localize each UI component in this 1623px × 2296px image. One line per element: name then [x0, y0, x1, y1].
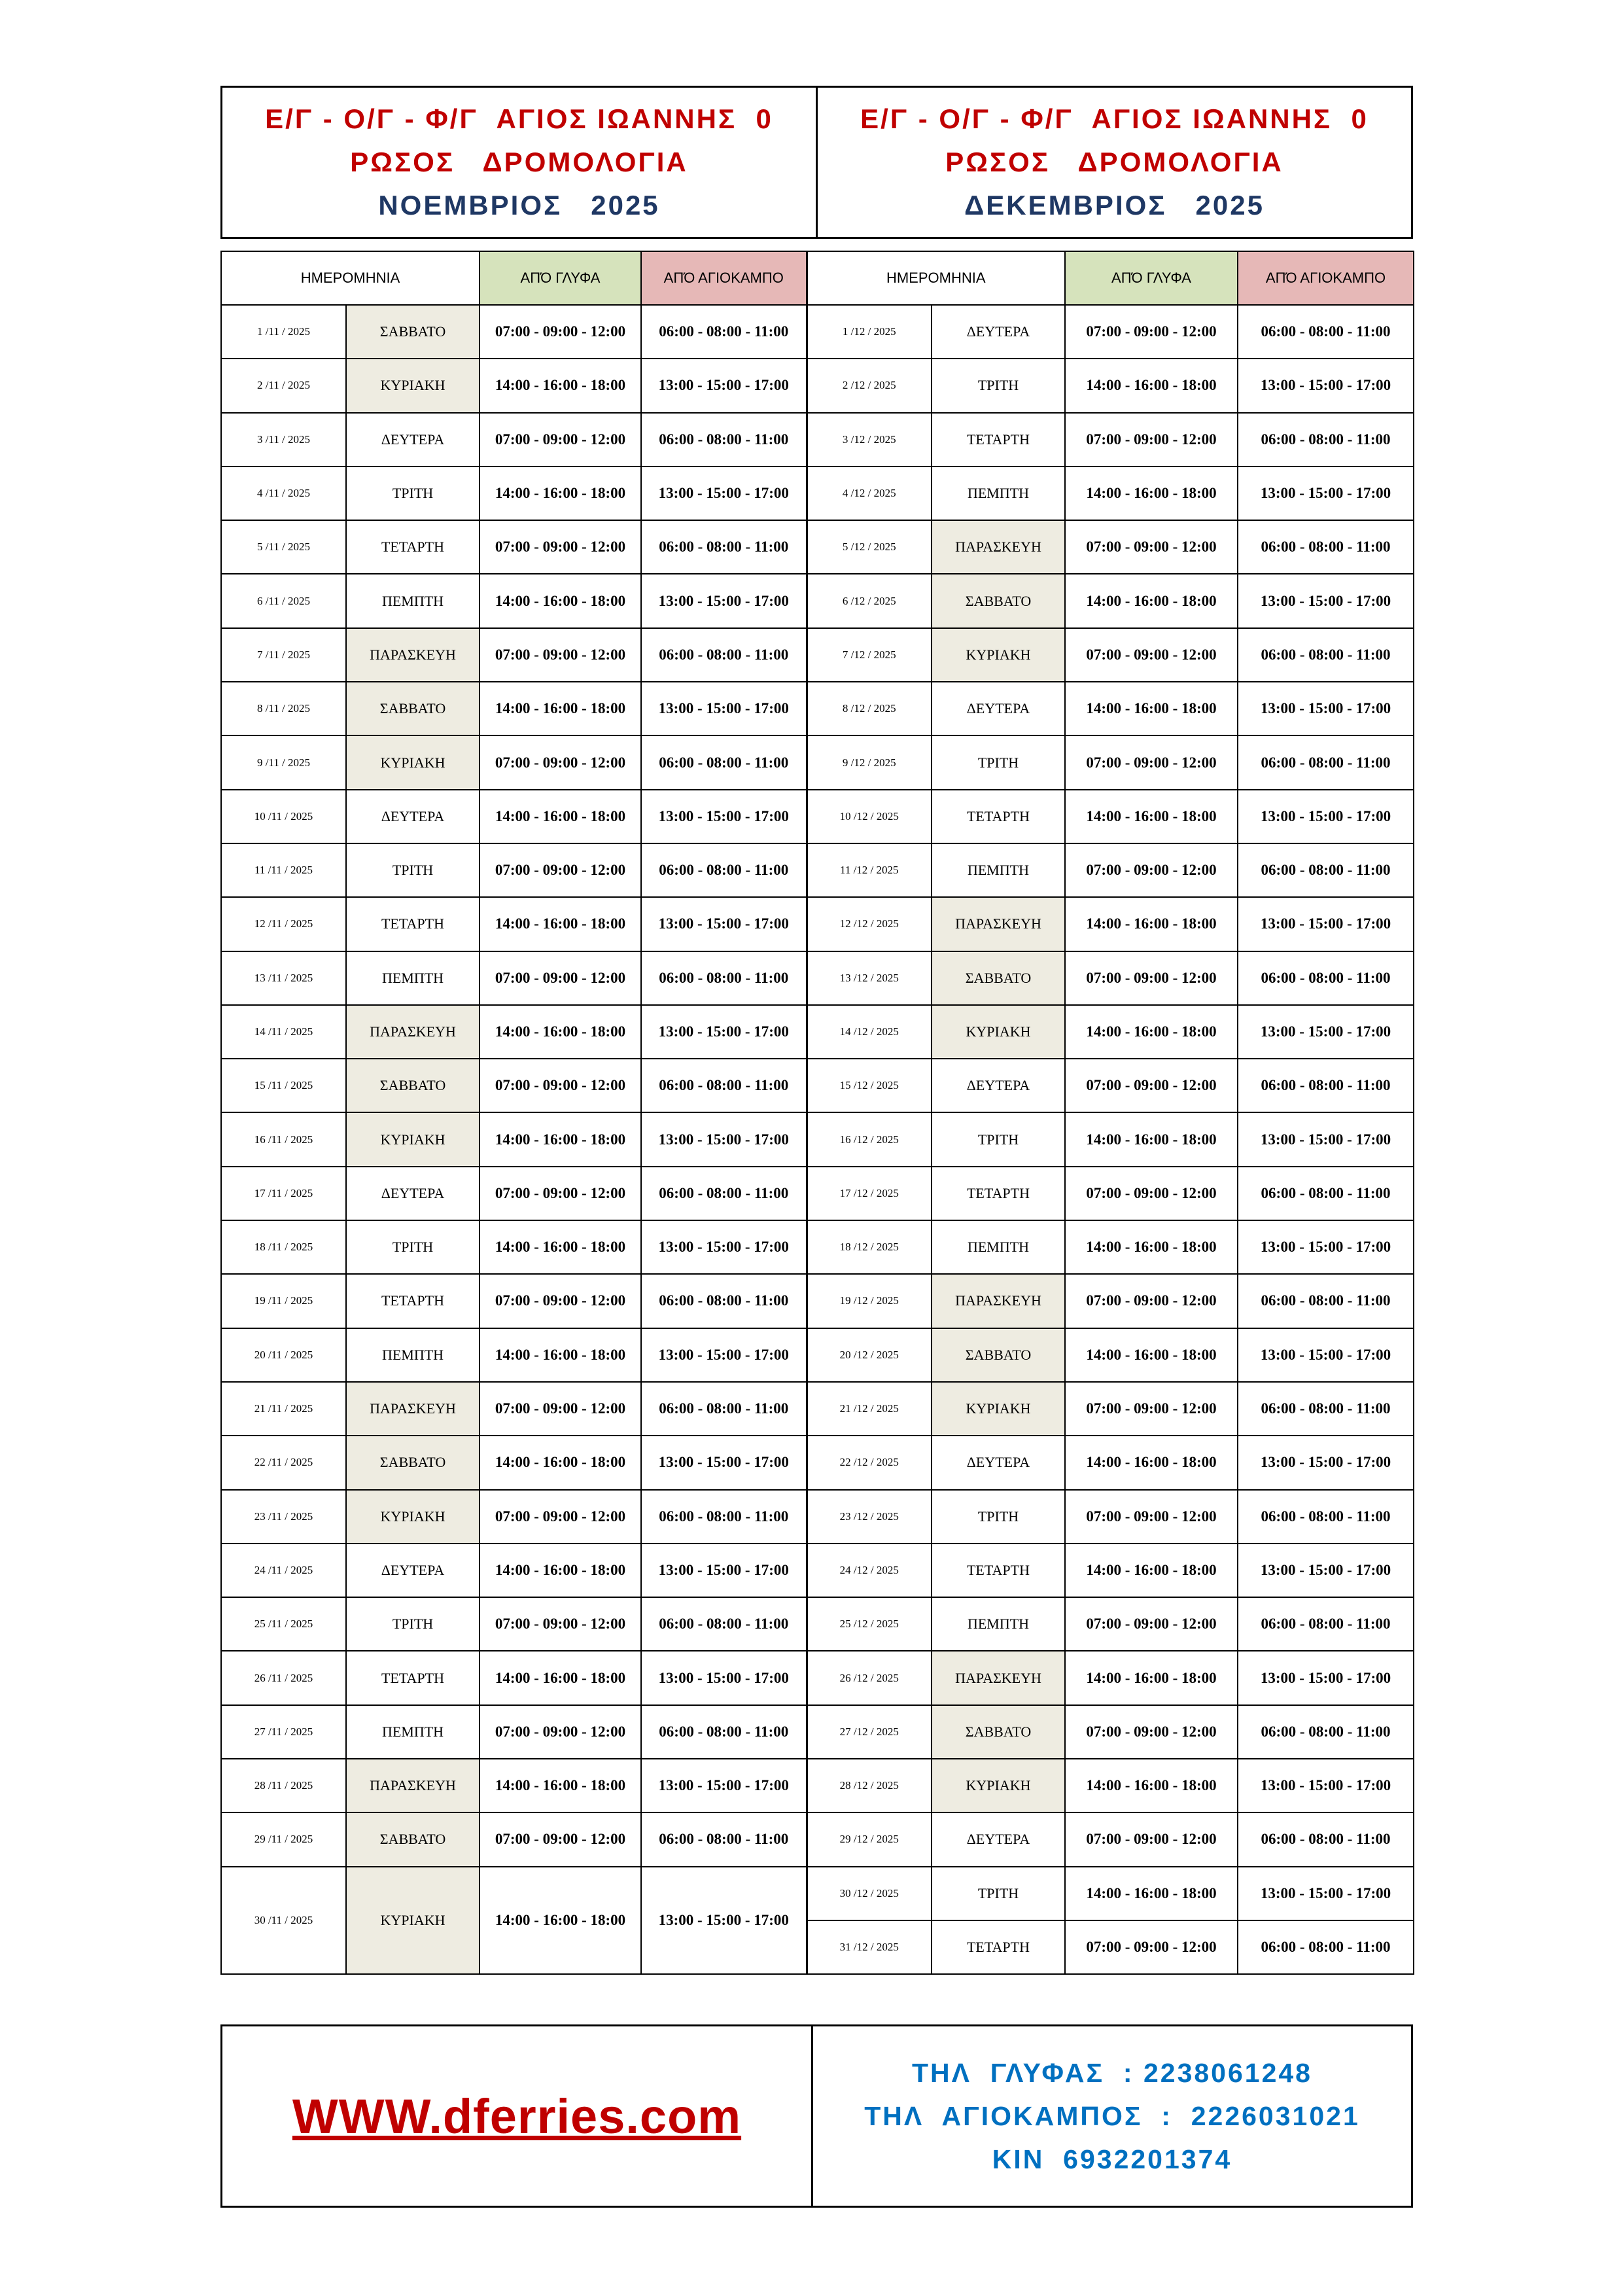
- date-cell: 12 /12 / 2025: [807, 897, 932, 951]
- day-cell: ΔΕΥΤΕΡΑ: [932, 1059, 1065, 1112]
- date-cell: 6 /11 / 2025: [221, 574, 346, 627]
- date-cell: 9 /12 / 2025: [807, 735, 932, 789]
- glyfa-times: 07:00 - 09:00 - 12:00: [480, 735, 641, 789]
- glyfa-times: 14:00 - 16:00 - 18:00: [1065, 467, 1238, 520]
- glyfa-times: 07:00 - 09:00 - 12:00: [1065, 735, 1238, 789]
- agiokampos-times: 13:00 - 15:00 - 17:00: [1238, 1867, 1414, 1920]
- date-cell: 8 /12 / 2025: [807, 682, 932, 735]
- date-cell: 13 /11 / 2025: [221, 951, 346, 1005]
- day-cell: ΤΡΙΤΗ: [932, 359, 1065, 412]
- day-cell: ΚΥΡΙΑΚΗ: [346, 735, 480, 789]
- glyfa-times: 14:00 - 16:00 - 18:00: [1065, 359, 1238, 412]
- glyfa-times: 14:00 - 16:00 - 18:00: [480, 1759, 641, 1812]
- website-link[interactable]: WWW.dferries.com: [292, 2089, 742, 2144]
- day-cell: ΚΥΡΙΑΚΗ: [346, 1867, 480, 1975]
- agiokampos-times: 06:00 - 08:00 - 11:00: [1238, 305, 1414, 359]
- agiokampos-times: 06:00 - 08:00 - 11:00: [641, 1167, 807, 1220]
- date-cell: 18 /12 / 2025: [807, 1220, 932, 1274]
- date-cell: 29 /12 / 2025: [807, 1812, 932, 1866]
- day-cell: ΣΑΒΒΑΤΟ: [346, 1059, 480, 1112]
- date-cell: 27 /11 / 2025: [221, 1705, 346, 1759]
- date-cell: 2 /11 / 2025: [221, 359, 346, 412]
- day-cell: ΤΕΤΑΡΤΗ: [932, 790, 1065, 843]
- date-cell: 29 /11 / 2025: [221, 1812, 346, 1866]
- day-cell: ΤΡΙΤΗ: [932, 1112, 1065, 1166]
- day-cell: ΚΥΡΙΑΚΗ: [346, 1112, 480, 1166]
- header-from-agiokampos: ΑΠΌ ΑΓΙΟΚΑΜΠΟ: [1238, 251, 1414, 305]
- agiokampos-times: 06:00 - 08:00 - 11:00: [1238, 1490, 1414, 1544]
- glyfa-times: 07:00 - 09:00 - 12:00: [480, 305, 641, 359]
- date-cell: 20 /11 / 2025: [221, 1328, 346, 1382]
- date-cell: 28 /11 / 2025: [221, 1759, 346, 1812]
- agiokampos-times: 06:00 - 08:00 - 11:00: [1238, 413, 1414, 467]
- day-cell: ΤΡΙΤΗ: [932, 1490, 1065, 1544]
- agiokampos-times: 06:00 - 08:00 - 11:00: [641, 1597, 807, 1651]
- date-cell: 22 /11 / 2025: [221, 1436, 346, 1489]
- date-cell: 9 /11 / 2025: [221, 735, 346, 789]
- table-row: [221, 1867, 1414, 1920]
- glyfa-times: 14:00 - 16:00 - 18:00: [1065, 790, 1238, 843]
- table-row: [221, 790, 1414, 843]
- table-row: [221, 951, 1414, 1005]
- day-cell: ΤΡΙΤΗ: [346, 843, 480, 897]
- date-cell: 15 /12 / 2025: [807, 1059, 932, 1112]
- header-date: ΗΜΕΡΟΜΗΝΙΑ: [807, 251, 1065, 305]
- glyfa-times: 07:00 - 09:00 - 12:00: [480, 951, 641, 1005]
- date-cell: 15 /11 / 2025: [221, 1059, 346, 1112]
- table-row: [221, 520, 1414, 574]
- glyfa-times: 07:00 - 09:00 - 12:00: [1065, 520, 1238, 574]
- glyfa-times: 07:00 - 09:00 - 12:00: [1065, 1274, 1238, 1328]
- glyfa-times: 14:00 - 16:00 - 18:00: [1065, 1651, 1238, 1704]
- date-cell: 21 /11 / 2025: [221, 1382, 346, 1436]
- glyfa-times: 14:00 - 16:00 - 18:00: [480, 1867, 641, 1975]
- agiokampos-times: 06:00 - 08:00 - 11:00: [1238, 843, 1414, 897]
- date-cell: 6 /12 / 2025: [807, 574, 932, 627]
- day-cell: ΤΕΤΑΡΤΗ: [932, 413, 1065, 467]
- day-cell: ΔΕΥΤΕΡΑ: [346, 1167, 480, 1220]
- day-cell: ΤΕΤΑΡΤΗ: [932, 1920, 1065, 1974]
- month-title: ΔΕΚΕΜΒΡΙΟΣ 2025: [964, 190, 1265, 221]
- agiokampos-times: 06:00 - 08:00 - 11:00: [1238, 1274, 1414, 1328]
- table-row: [221, 1490, 1414, 1544]
- date-cell: 3 /11 / 2025: [221, 413, 346, 467]
- agiokampos-times: 06:00 - 08:00 - 11:00: [641, 1382, 807, 1436]
- agiokampos-times: 13:00 - 15:00 - 17:00: [1238, 1651, 1414, 1704]
- date-cell: 28 /12 / 2025: [807, 1759, 932, 1812]
- glyfa-times: 14:00 - 16:00 - 18:00: [1065, 1328, 1238, 1382]
- agiokampos-times: 13:00 - 15:00 - 17:00: [641, 1436, 807, 1489]
- day-cell: ΤΕΤΑΡΤΗ: [346, 1274, 480, 1328]
- glyfa-times: 14:00 - 16:00 - 18:00: [480, 574, 641, 627]
- date-cell: 4 /12 / 2025: [807, 467, 932, 520]
- table-row: [221, 305, 1414, 359]
- glyfa-times: 07:00 - 09:00 - 12:00: [480, 1812, 641, 1866]
- day-cell: ΤΡΙΤΗ: [932, 735, 1065, 789]
- agiokampos-times: 13:00 - 15:00 - 17:00: [1238, 897, 1414, 951]
- day-cell: ΤΡΙΤΗ: [932, 1867, 1065, 1920]
- day-cell: ΠΕΜΠΤΗ: [932, 843, 1065, 897]
- glyfa-times: 07:00 - 09:00 - 12:00: [1065, 1920, 1238, 1974]
- day-cell: ΔΕΥΤΕΡΑ: [932, 682, 1065, 735]
- agiokampos-times: 06:00 - 08:00 - 11:00: [641, 1059, 807, 1112]
- day-cell: ΣΑΒΒΑΤΟ: [932, 574, 1065, 627]
- day-cell: ΔΕΥΤΕΡΑ: [346, 790, 480, 843]
- day-cell: ΚΥΡΙΑΚΗ: [346, 359, 480, 412]
- schedule-title: ΡΩΣΟΣ ΔΡΟΜΟΛΟΓΙΑ: [945, 147, 1283, 177]
- date-cell: 1 /12 / 2025: [807, 305, 932, 359]
- agiokampos-times: 13:00 - 15:00 - 17:00: [641, 1220, 807, 1274]
- table-row: [221, 1436, 1414, 1489]
- date-cell: 5 /12 / 2025: [807, 520, 932, 574]
- agiokampos-times: 13:00 - 15:00 - 17:00: [641, 897, 807, 951]
- day-cell: ΠΑΡΑΣΚΕΥΗ: [346, 1759, 480, 1812]
- day-cell: ΣΑΒΒΑΤΟ: [346, 1812, 480, 1866]
- date-cell: 21 /12 / 2025: [807, 1382, 932, 1436]
- agiokampos-times: 06:00 - 08:00 - 11:00: [1238, 1812, 1414, 1866]
- agiokampos-times: 06:00 - 08:00 - 11:00: [641, 628, 807, 682]
- date-cell: 4 /11 / 2025: [221, 467, 346, 520]
- glyfa-times: 14:00 - 16:00 - 18:00: [1065, 1544, 1238, 1597]
- header-box: [220, 86, 1413, 239]
- agiokampos-times: 13:00 - 15:00 - 17:00: [1238, 1112, 1414, 1166]
- agiokampos-times: 13:00 - 15:00 - 17:00: [1238, 467, 1414, 520]
- date-cell: 3 /12 / 2025: [807, 413, 932, 467]
- header-november: [222, 88, 816, 237]
- date-cell: 23 /12 / 2025: [807, 1490, 932, 1544]
- date-cell: 14 /11 / 2025: [221, 1005, 346, 1059]
- glyfa-times: 14:00 - 16:00 - 18:00: [1065, 1867, 1238, 1920]
- glyfa-times: 07:00 - 09:00 - 12:00: [1065, 1167, 1238, 1220]
- glyfa-times: 07:00 - 09:00 - 12:00: [1065, 1705, 1238, 1759]
- glyfa-times: 14:00 - 16:00 - 18:00: [480, 1651, 641, 1704]
- agiokampos-times: 13:00 - 15:00 - 17:00: [1238, 1220, 1414, 1274]
- agiokampos-times: 06:00 - 08:00 - 11:00: [641, 843, 807, 897]
- date-cell: 2 /12 / 2025: [807, 359, 932, 412]
- date-cell: 24 /11 / 2025: [221, 1544, 346, 1597]
- day-cell: ΤΕΤΑΡΤΗ: [932, 1167, 1065, 1220]
- glyfa-times: 07:00 - 09:00 - 12:00: [1065, 843, 1238, 897]
- phone-glyfa: ΤΗΛ ΓΛΥΦΑΣ : 2238061248: [912, 2058, 1312, 2088]
- glyfa-times: 14:00 - 16:00 - 18:00: [480, 682, 641, 735]
- table-row: [221, 1705, 1414, 1759]
- table-header-row: [221, 251, 1414, 305]
- agiokampos-times: 06:00 - 08:00 - 11:00: [1238, 1920, 1414, 1974]
- glyfa-times: 07:00 - 09:00 - 12:00: [1065, 1059, 1238, 1112]
- footer-website-cell: [222, 2026, 813, 2206]
- agiokampos-times: 13:00 - 15:00 - 17:00: [1238, 1544, 1414, 1597]
- date-cell: 22 /12 / 2025: [807, 1436, 932, 1489]
- agiokampos-times: 06:00 - 08:00 - 11:00: [1238, 1059, 1414, 1112]
- day-cell: ΠΕΜΠΤΗ: [932, 467, 1065, 520]
- header-from-glyfa: ΑΠΌ ΓΛΥΦΑ: [480, 251, 641, 305]
- day-cell: ΔΕΥΤΕΡΑ: [932, 1812, 1065, 1866]
- date-cell: 17 /11 / 2025: [221, 1167, 346, 1220]
- glyfa-times: 14:00 - 16:00 - 18:00: [480, 467, 641, 520]
- agiokampos-times: 06:00 - 08:00 - 11:00: [641, 1274, 807, 1328]
- vessel-title: Ε/Γ - Ο/Γ - Φ/Γ ΑΓΙΟΣ ΙΩΑΝΝΗΣ 0: [265, 103, 773, 134]
- date-cell: 25 /11 / 2025: [221, 1597, 346, 1651]
- header-from-glyfa: ΑΠΌ ΓΛΥΦΑ: [1065, 251, 1238, 305]
- agiokampos-times: 13:00 - 15:00 - 17:00: [641, 359, 807, 412]
- agiokampos-times: 13:00 - 15:00 - 17:00: [641, 682, 807, 735]
- glyfa-times: 07:00 - 09:00 - 12:00: [1065, 1812, 1238, 1866]
- glyfa-times: 14:00 - 16:00 - 18:00: [480, 1544, 641, 1597]
- date-cell: 31 /12 / 2025: [807, 1920, 932, 1974]
- table-row: [221, 413, 1414, 467]
- date-cell: 11 /11 / 2025: [221, 843, 346, 897]
- table-row: [221, 1328, 1414, 1382]
- date-cell: 5 /11 / 2025: [221, 520, 346, 574]
- table-row: [221, 1597, 1414, 1651]
- date-cell: 24 /12 / 2025: [807, 1544, 932, 1597]
- date-cell: 11 /12 / 2025: [807, 843, 932, 897]
- table-row: [221, 1759, 1414, 1812]
- agiokampos-times: 13:00 - 15:00 - 17:00: [1238, 574, 1414, 627]
- footer-box: [220, 2024, 1413, 2208]
- date-cell: 7 /11 / 2025: [221, 628, 346, 682]
- glyfa-times: 14:00 - 16:00 - 18:00: [480, 1220, 641, 1274]
- agiokampos-times: 06:00 - 08:00 - 11:00: [1238, 1705, 1414, 1759]
- glyfa-times: 07:00 - 09:00 - 12:00: [480, 413, 641, 467]
- agiokampos-times: 13:00 - 15:00 - 17:00: [1238, 1436, 1414, 1489]
- agiokampos-times: 06:00 - 08:00 - 11:00: [641, 1705, 807, 1759]
- date-cell: 18 /11 / 2025: [221, 1220, 346, 1274]
- date-cell: 17 /12 / 2025: [807, 1167, 932, 1220]
- agiokampos-times: 06:00 - 08:00 - 11:00: [641, 305, 807, 359]
- table-row: [221, 359, 1414, 412]
- date-cell: 7 /12 / 2025: [807, 628, 932, 682]
- table-row: [221, 574, 1414, 627]
- date-cell: 19 /12 / 2025: [807, 1274, 932, 1328]
- agiokampos-times: 06:00 - 08:00 - 11:00: [1238, 520, 1414, 574]
- agiokampos-times: 13:00 - 15:00 - 17:00: [641, 1112, 807, 1166]
- date-cell: 30 /11 / 2025: [221, 1867, 346, 1975]
- agiokampos-times: 13:00 - 15:00 - 17:00: [641, 790, 807, 843]
- glyfa-times: 07:00 - 09:00 - 12:00: [480, 1274, 641, 1328]
- schedule-title: ΡΩΣΟΣ ΔΡΟΜΟΛΟΓΙΑ: [350, 147, 688, 177]
- glyfa-times: 14:00 - 16:00 - 18:00: [480, 1436, 641, 1489]
- schedule-table: [220, 251, 1414, 1975]
- day-cell: ΚΥΡΙΑΚΗ: [932, 628, 1065, 682]
- day-cell: ΠΕΜΠΤΗ: [346, 1328, 480, 1382]
- day-cell: ΔΕΥΤΕΡΑ: [932, 305, 1065, 359]
- glyfa-times: 07:00 - 09:00 - 12:00: [480, 843, 641, 897]
- glyfa-times: 07:00 - 09:00 - 12:00: [1065, 1597, 1238, 1651]
- date-cell: 16 /11 / 2025: [221, 1112, 346, 1166]
- glyfa-times: 14:00 - 16:00 - 18:00: [1065, 1436, 1238, 1489]
- phone-agiokampos: ΤΗΛ ΑΓΙΟΚΑΜΠΟΣ : 2226031021: [864, 2101, 1360, 2131]
- glyfa-times: 07:00 - 09:00 - 12:00: [1065, 305, 1238, 359]
- glyfa-times: 14:00 - 16:00 - 18:00: [480, 897, 641, 951]
- day-cell: ΣΑΒΒΑΤΟ: [346, 682, 480, 735]
- day-cell: ΚΥΡΙΑΚΗ: [346, 1490, 480, 1544]
- table-row: [221, 1651, 1414, 1704]
- day-cell: ΚΥΡΙΑΚΗ: [932, 1759, 1065, 1812]
- table-row: [221, 897, 1414, 951]
- date-cell: 25 /12 / 2025: [807, 1597, 932, 1651]
- agiokampos-times: 13:00 - 15:00 - 17:00: [1238, 359, 1414, 412]
- date-cell: 23 /11 / 2025: [221, 1490, 346, 1544]
- table-row: [221, 1059, 1414, 1112]
- day-cell: ΣΑΒΒΑΤΟ: [932, 1328, 1065, 1382]
- day-cell: ΣΑΒΒΑΤΟ: [346, 305, 480, 359]
- table-row: [221, 1274, 1414, 1328]
- table-row: [221, 682, 1414, 735]
- day-cell: ΔΕΥΤΕΡΑ: [346, 1544, 480, 1597]
- table-row: [221, 1167, 1414, 1220]
- glyfa-times: 07:00 - 09:00 - 12:00: [480, 520, 641, 574]
- day-cell: ΠΑΡΑΣΚΕΥΗ: [346, 1382, 480, 1436]
- glyfa-times: 07:00 - 09:00 - 12:00: [480, 628, 641, 682]
- table-row: [221, 1812, 1414, 1866]
- glyfa-times: 14:00 - 16:00 - 18:00: [1065, 897, 1238, 951]
- agiokampos-times: 06:00 - 08:00 - 11:00: [641, 1812, 807, 1866]
- agiokampos-times: 13:00 - 15:00 - 17:00: [641, 1328, 807, 1382]
- table-row: [221, 467, 1414, 520]
- agiokampos-times: 13:00 - 15:00 - 17:00: [1238, 682, 1414, 735]
- agiokampos-times: 13:00 - 15:00 - 17:00: [641, 1759, 807, 1812]
- day-cell: ΠΕΜΠΤΗ: [346, 1705, 480, 1759]
- day-cell: ΤΡΙΤΗ: [346, 1220, 480, 1274]
- agiokampos-times: 06:00 - 08:00 - 11:00: [641, 951, 807, 1005]
- table-row: [221, 1220, 1414, 1274]
- glyfa-times: 14:00 - 16:00 - 18:00: [480, 359, 641, 412]
- table-row: [221, 1544, 1414, 1597]
- table-row: [221, 1382, 1414, 1436]
- day-cell: ΤΕΤΑΡΤΗ: [346, 520, 480, 574]
- date-cell: 20 /12 / 2025: [807, 1328, 932, 1382]
- agiokampos-times: 13:00 - 15:00 - 17:00: [641, 1544, 807, 1597]
- glyfa-times: 07:00 - 09:00 - 12:00: [1065, 951, 1238, 1005]
- glyfa-times: 07:00 - 09:00 - 12:00: [480, 1597, 641, 1651]
- agiokampos-times: 06:00 - 08:00 - 11:00: [641, 413, 807, 467]
- day-cell: ΔΕΥΤΕΡΑ: [346, 413, 480, 467]
- day-cell: ΠΕΜΠΤΗ: [932, 1220, 1065, 1274]
- date-cell: 26 /12 / 2025: [807, 1651, 932, 1704]
- agiokampos-times: 06:00 - 08:00 - 11:00: [1238, 735, 1414, 789]
- glyfa-times: 07:00 - 09:00 - 12:00: [480, 1059, 641, 1112]
- day-cell: ΚΥΡΙΑΚΗ: [932, 1382, 1065, 1436]
- agiokampos-times: 06:00 - 08:00 - 11:00: [1238, 951, 1414, 1005]
- vessel-title: Ε/Γ - Ο/Γ - Φ/Γ ΑΓΙΟΣ ΙΩΑΝΝΗΣ 0: [860, 103, 1369, 134]
- day-cell: ΣΑΒΒΑΤΟ: [932, 1705, 1065, 1759]
- agiokampos-times: 06:00 - 08:00 - 11:00: [1238, 1167, 1414, 1220]
- mobile-phone: ΚΙΝ 6932201374: [992, 2144, 1232, 2174]
- day-cell: ΤΕΤΑΡΤΗ: [346, 897, 480, 951]
- glyfa-times: 14:00 - 16:00 - 18:00: [480, 1328, 641, 1382]
- glyfa-times: 14:00 - 16:00 - 18:00: [1065, 574, 1238, 627]
- day-cell: ΤΡΙΤΗ: [346, 1597, 480, 1651]
- day-cell: ΠΕΜΠΤΗ: [346, 951, 480, 1005]
- glyfa-times: 14:00 - 16:00 - 18:00: [480, 1112, 641, 1166]
- agiokampos-times: 06:00 - 08:00 - 11:00: [1238, 1597, 1414, 1651]
- glyfa-times: 14:00 - 16:00 - 18:00: [1065, 682, 1238, 735]
- agiokampos-times: 13:00 - 15:00 - 17:00: [641, 1867, 807, 1975]
- month-title: ΝΟΕΜΒΡΙΟΣ 2025: [378, 190, 660, 221]
- glyfa-times: 07:00 - 09:00 - 12:00: [480, 1490, 641, 1544]
- day-cell: ΠΑΡΑΣΚΕΥΗ: [932, 897, 1065, 951]
- agiokampos-times: 13:00 - 15:00 - 17:00: [641, 574, 807, 627]
- glyfa-times: 07:00 - 09:00 - 12:00: [480, 1705, 641, 1759]
- date-cell: 14 /12 / 2025: [807, 1005, 932, 1059]
- day-cell: ΣΑΒΒΑΤΟ: [346, 1436, 480, 1489]
- date-cell: 10 /11 / 2025: [221, 790, 346, 843]
- day-cell: ΚΥΡΙΑΚΗ: [932, 1005, 1065, 1059]
- agiokampos-times: 06:00 - 08:00 - 11:00: [1238, 1382, 1414, 1436]
- glyfa-times: 14:00 - 16:00 - 18:00: [480, 790, 641, 843]
- day-cell: ΠΑΡΑΣΚΕΥΗ: [346, 1005, 480, 1059]
- glyfa-times: 14:00 - 16:00 - 18:00: [1065, 1220, 1238, 1274]
- day-cell: ΠΕΜΠΤΗ: [346, 574, 480, 627]
- agiokampos-times: 13:00 - 15:00 - 17:00: [641, 467, 807, 520]
- agiokampos-times: 06:00 - 08:00 - 11:00: [641, 520, 807, 574]
- table-row: [221, 1112, 1414, 1166]
- day-cell: ΠΕΜΠΤΗ: [932, 1597, 1065, 1651]
- glyfa-times: 07:00 - 09:00 - 12:00: [480, 1167, 641, 1220]
- agiokampos-times: 06:00 - 08:00 - 11:00: [641, 735, 807, 789]
- date-cell: 30 /12 / 2025: [807, 1867, 932, 1920]
- glyfa-times: 07:00 - 09:00 - 12:00: [1065, 628, 1238, 682]
- footer-contact-cell: [813, 2026, 1411, 2206]
- date-cell: 16 /12 / 2025: [807, 1112, 932, 1166]
- agiokampos-times: 06:00 - 08:00 - 11:00: [1238, 628, 1414, 682]
- day-cell: ΤΕΤΑΡΤΗ: [346, 1651, 480, 1704]
- day-cell: ΠΑΡΑΣΚΕΥΗ: [932, 520, 1065, 574]
- day-cell: ΠΑΡΑΣΚΕΥΗ: [932, 1274, 1065, 1328]
- date-cell: 12 /11 / 2025: [221, 897, 346, 951]
- date-cell: 1 /11 / 2025: [221, 305, 346, 359]
- date-cell: 19 /11 / 2025: [221, 1274, 346, 1328]
- day-cell: ΠΑΡΑΣΚΕΥΗ: [932, 1651, 1065, 1704]
- agiokampos-times: 13:00 - 15:00 - 17:00: [1238, 1005, 1414, 1059]
- table-row: [221, 735, 1414, 789]
- glyfa-times: 07:00 - 09:00 - 12:00: [1065, 1490, 1238, 1544]
- date-cell: 8 /11 / 2025: [221, 682, 346, 735]
- date-cell: 13 /12 / 2025: [807, 951, 932, 1005]
- agiokampos-times: 13:00 - 15:00 - 17:00: [641, 1651, 807, 1704]
- agiokampos-times: 13:00 - 15:00 - 17:00: [1238, 790, 1414, 843]
- date-cell: 10 /12 / 2025: [807, 790, 932, 843]
- day-cell: ΤΡΙΤΗ: [346, 467, 480, 520]
- glyfa-times: 14:00 - 16:00 - 18:00: [1065, 1005, 1238, 1059]
- table-row: [221, 1005, 1414, 1059]
- agiokampos-times: 13:00 - 15:00 - 17:00: [1238, 1328, 1414, 1382]
- day-cell: ΣΑΒΒΑΤΟ: [932, 951, 1065, 1005]
- agiokampos-times: 06:00 - 08:00 - 11:00: [641, 1490, 807, 1544]
- agiokampos-times: 13:00 - 15:00 - 17:00: [641, 1005, 807, 1059]
- glyfa-times: 14:00 - 16:00 - 18:00: [1065, 1112, 1238, 1166]
- glyfa-times: 07:00 - 09:00 - 12:00: [1065, 1382, 1238, 1436]
- header-from-agiokampos: ΑΠΌ ΑΓΙΟΚΑΜΠΟ: [641, 251, 807, 305]
- glyfa-times: 07:00 - 09:00 - 12:00: [480, 1382, 641, 1436]
- day-cell: ΤΕΤΑΡΤΗ: [932, 1544, 1065, 1597]
- glyfa-times: 14:00 - 16:00 - 18:00: [1065, 1759, 1238, 1812]
- glyfa-times: 14:00 - 16:00 - 18:00: [480, 1005, 641, 1059]
- glyfa-times: 07:00 - 09:00 - 12:00: [1065, 413, 1238, 467]
- table-row: [221, 628, 1414, 682]
- date-cell: 26 /11 / 2025: [221, 1651, 346, 1704]
- table-row: [221, 843, 1414, 897]
- agiokampos-times: 13:00 - 15:00 - 17:00: [1238, 1759, 1414, 1812]
- header-december: [816, 88, 1411, 237]
- day-cell: ΠΑΡΑΣΚΕΥΗ: [346, 628, 480, 682]
- date-cell: 27 /12 / 2025: [807, 1705, 932, 1759]
- day-cell: ΔΕΥΤΕΡΑ: [932, 1436, 1065, 1489]
- header-date: ΗΜΕΡΟΜΗΝΙΑ: [221, 251, 480, 305]
